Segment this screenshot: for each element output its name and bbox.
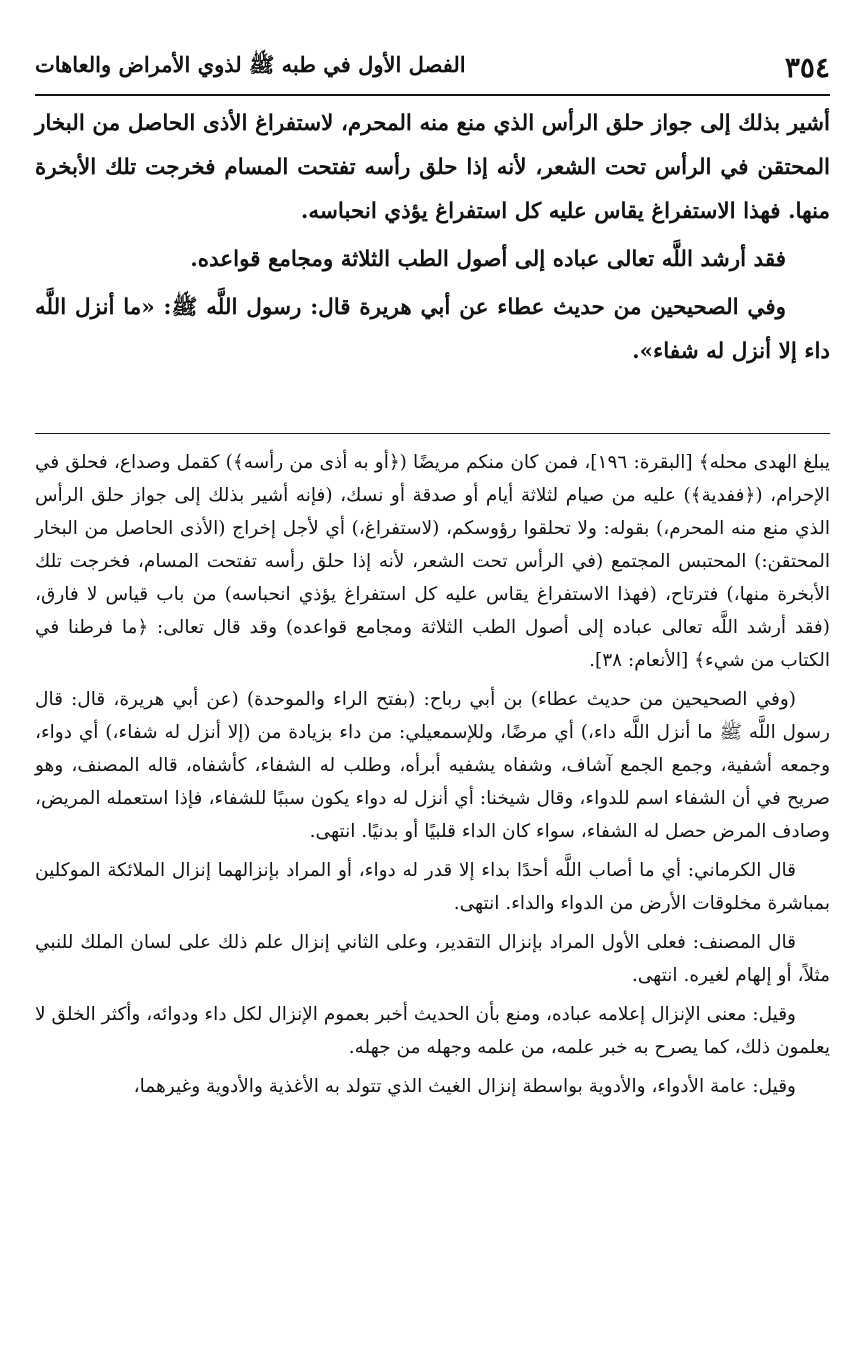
- commentary-paragraph: وقيل: عامة الأدواء، والأدوية بواسطة إنزال الغيث الذي تتولد به الأغذية والأدوية وغيرهما،: [133, 1076, 796, 1097]
- commentary-paragraph: قال الكرماني: أي ما أصاب اللَّه أحدًا بداء إلا قدر له دواء، أو المراد بإنزالهما إنزال الملائكة الموكلين بمباشرة مخلوقات الأرض من الدواء والداء. انتهى.: [35, 860, 830, 914]
- footnote-divider: [35, 433, 830, 434]
- commentary-paragraph: قال المصنف: فعلى الأول المراد بإنزال التقدير، وعلى الثاني إنزال علم ذلك على لسان الملك للنبي مثلاً، أو إلهام لغيره. انتهى.: [35, 932, 830, 986]
- commentary-paragraph: وقيل: معنى الإنزال إعلامه عباده، ومنع بأن الحديث أخبر بعموم الإنزال لكل داء ودوائه، وأكثر الخلق لا يعلمون ذلك، كما يصرح به خبر علمه، من علمه وجهله من جهله.: [35, 1004, 830, 1058]
- page-number: ٣٥٤: [784, 50, 830, 84]
- main-paragraph: وفي الصحيحين من حديث عطاء عن أبي هريرة قال: رسول اللَّه ﷺ: «ما أنزل اللَّه داء إلا أنزل له شفاء».: [35, 295, 830, 364]
- main-paragraph: أشير بذلك إلى جواز حلق الرأس الذي منع منه المحرم، لاستفراغ الأذى الحاصل من البخار المحتقن في الرأس تحت الشعر، لأنه إذا حلق رأسه تفتحت المسام فخرجت تلك الأبخرة منها. فهذا الاستفراغ يقاس عليه كل استفراغ يؤذي انحباسه.: [35, 111, 830, 224]
- main-paragraph: فقد أرشد اللَّه تعالى عباده إلى أصول الطب الثلاثة ومجامع قواعده.: [190, 247, 786, 272]
- page-header: [35, 48, 830, 86]
- running-title: الفصل الأول في طبه ﷺ لذوي الأمراض والعاهات: [35, 51, 466, 77]
- commentary-text: [35, 446, 830, 1109]
- commentary-paragraph: (وفي الصحيحين من حديث عطاء) بن أبي رباح: (بفتح الراء والموحدة) (عن أبي هريرة، قال: قال رسول اللَّه ﷺ ما أنزل اللَّه داء،) أي مرضًا، وللإسمعيلي: من داء بزيادة من (إلا أنزل له شفاء،) أي دواء، وجمعه أشفية، وجمع الجمع آشاف، وشفاه يشفيه أبرأه، وطلب له الشفاء، كأشفاه، قاله المصنف، وهو صريح في أن الشفاء اسم للدواء، وقال شيخنا: أي أنزل له دواء يكون سببًا للشفاء، فإذا استعمله المريض، وصادف المرض حصل له الشفاء، سواء كان الداء قلبيًا أو بدنيًا. انتهى.: [35, 689, 830, 842]
- main-text: [35, 102, 830, 374]
- header-rule: [35, 94, 830, 96]
- commentary-paragraph: يبلغ الهدى محله﴾ [البقرة: ١٩٦]، فمن كان منكم مريضًا (﴿أو به أذى من رأسه﴾) كقمل وصداع، فحلق في الإحرام، (﴿ففدية﴾) عليه من صيام لثلاثة أيام أو صدقة أو نسك، (فإنه أشير بذلك إلى جواز حلق الرأس الذي منع منه المحرم،) بقوله: ولا تحلقوا رؤوسكم، (لاستفراغ،) أي لأجل إخراج (الأذى الحاصل من البخار المحتقن:) المحتبس المجتمع (في الرأس تحت الشعر، لأنه إذا حلق رأسه تفتحت المسام، فخرجت تلك الأبخرة منها،) فترتاح، (فهذا الاستفراغ يقاس عليه كل استفراغ يؤذي انحباسه) من باب قياس لا فارق، (فقد أرشد اللَّه تعالى عباده إلى أصول الطب الثلاثة ومجامع قواعده) وقد قال تعالى: ﴿ما فرطنا في الكتاب من شيء﴾ [الأنعام: ٣٨].: [35, 452, 830, 671]
